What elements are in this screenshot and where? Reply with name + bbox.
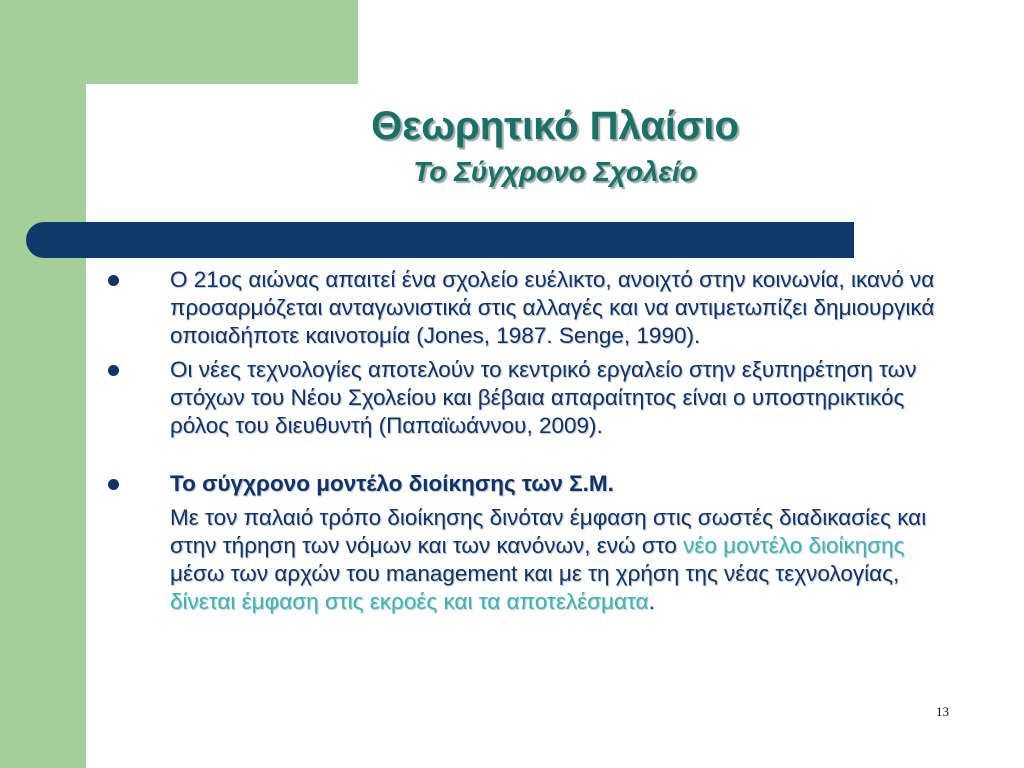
management-paragraph (100, 504, 960, 616)
slide-subtitle: Το Σύγχρονο Σχολείο (413, 156, 697, 187)
bullet-text-2: Οι νέες τεχνολογίες αποτελούν το κεντρικό εργαλείο στην εξυπηρέτηση των στόχων του Νέου Σχολείου και βέβαια απαραίτητος είναι ο υποστηρικτικός ρόλος του διευθυντή (Παπαϊωάννου, 2009). (170, 357, 917, 438)
page-number: 13 (936, 704, 949, 719)
paragraph-part-2: μέσω των αρχών του management και με τη χρήση της νέας τεχνολογίας, (170, 561, 900, 586)
bullet-dot-icon (108, 479, 119, 490)
paragraph-highlight-2: δίνεται έμφαση στις εκροές και τα αποτελέσματα (170, 589, 649, 614)
bullet-item-2 (100, 356, 960, 440)
bullet-dot-icon (108, 275, 119, 286)
green-sidebar-strip (0, 0, 86, 768)
slide-title: Θεωρητικό Πλαίσιο (371, 104, 739, 148)
bullet-item-3 (100, 470, 960, 498)
slide-body (100, 266, 960, 616)
title-divider-bar (26, 222, 854, 258)
paragraph-highlight-1: νέο μοντέλο διοίκησης (683, 533, 905, 558)
paragraph-part-3: . (648, 589, 655, 614)
bullet-dot-icon (108, 365, 119, 376)
bullet-text-3: Το σύγχρονο μοντέλο διοίκησης των Σ.Μ. (170, 471, 614, 496)
paragraph-part-1: Με τον παλαιό τρόπο διοίκησης δινόταν έμφαση στις σωστές διαδικασίες και στην τήρηση των νόμων και των κανόνων, ενώ στο (170, 505, 927, 558)
bullet-item-1 (100, 266, 960, 350)
bullet-text-1: Ο 21ος αιώνας απαιτεί ένα σχολείο ευέλικτο, ανοιχτό στην κοινωνία, ικανό να προσαρμόζεται ανταγωνιστικά στις αλλαγές και να αντιμετωπίζει δημιουργικά οποιαδήποτε καινοτομία (Jones, 1987. Senge, 1990). (170, 267, 935, 348)
green-corner-block (86, 0, 358, 84)
